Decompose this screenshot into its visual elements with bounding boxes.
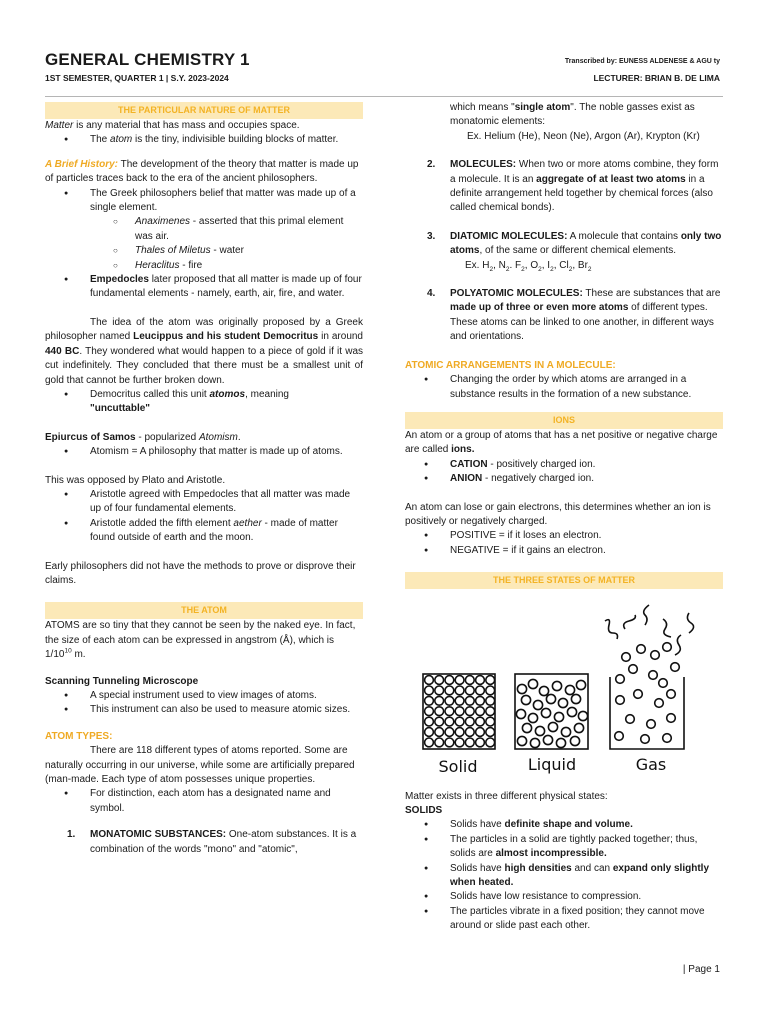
liquid-particle [576,681,585,690]
atoms-tiny: ATOMS are so tiny that they cannot be seen by the naked eye. In fact, the size of each atom can be expressed in angstrom (Å), which is $1/10^{10}$ m. [45,620,356,661]
solid-particle [465,728,474,737]
list-item: ● This instrument can also be used to measure atomic sizes. [45,703,363,717]
list-item: ● Changing the order by which atoms are arranged in a substance results in the formation of a new substance. [405,373,723,402]
gas-motion-line [644,605,649,625]
gas-particle [659,679,668,688]
liquid-particle [539,687,548,696]
document-subtitle: 1ST SEMESTER, QUARTER 1 | S.Y. 2023-2024 [45,73,229,83]
transcribed-by: Transcribed by: EUNESS ALDENESE & AGU ty [564,58,720,65]
states-of-matter-illustration [405,599,723,774]
solid-particle [486,728,495,737]
solid-particle [435,676,444,685]
list-item: ○ Anaximenes - asserted that this primal element was air. [45,215,363,244]
solid-particle [476,738,485,747]
solid-particle [465,676,474,685]
header-divider [45,96,723,97]
solid-particle [435,717,444,726]
gas-particle [651,651,660,660]
solid-particle [455,707,464,716]
liquid-particle [516,710,525,719]
gas-particle [655,699,664,708]
ion-types-list [405,458,723,487]
greek-list [45,187,363,216]
list-item: 1. MONATOMIC SUBSTANCES: One-atom substances. It is a combination of the words "mono" and "atomic", [67,829,357,855]
gas-container [610,677,684,749]
liquid-box [515,674,588,749]
arrangements-title: ATOMIC ARRANGEMENTS IN A MOLECULE: [405,359,616,371]
molecules-list [405,158,723,216]
solid-particle [476,728,485,737]
solid-particle [425,717,434,726]
democritus-list [45,388,363,417]
solids-list [405,818,723,933]
list-item: 4. POLYATOMIC MOLECULES: These are substances that are made up of three or even more atoms of different types. These atoms can be linked to one another, in different ways and orientations. [427,288,721,343]
solid-particle [425,738,434,747]
liquid-particle [521,696,530,705]
solid-particle [425,728,434,737]
list-item: 3. DIATOMIC MOLECULES: A molecule that contains only two atoms, of the same or different chemical elements. [427,230,722,257]
liquid-particle [561,728,570,737]
solid-particle [445,728,454,737]
gas-particle [629,665,638,674]
gas-motion-line [675,635,681,655]
atom-types-title: ATOM TYPES: [45,730,113,742]
empedocles-list [45,273,363,302]
list-item: ● ANION - negatively charged ion. [405,472,723,486]
liquid-particle [578,712,587,721]
solid-particle [476,697,485,706]
list-item: ● NEGATIVE = if it gains an electron. [405,544,723,558]
gas-motion-line [624,615,636,629]
solid-particle [465,707,474,716]
solid-particle [445,676,454,685]
liquid-particle [546,695,555,704]
list-item: ● Solids have definite shape and volume. [405,818,723,832]
gas-particle [663,734,672,743]
left-column [45,100,363,857]
liquid-particle [528,714,537,723]
solids-title: SOLIDS [405,804,443,816]
figure-label-liquid: Liquid [527,755,577,775]
list-item: ○ Thales of Miletus - water [45,244,363,258]
noble-gas-examples: Ex. Helium (He), Neon (Ne), Argon (Ar), Krypton (Kr) [467,130,700,142]
solid-particle [476,707,485,716]
liquid-particle [533,701,542,710]
solid-particle [425,697,434,706]
distinction-list [45,787,363,816]
gas-particle [671,663,680,672]
solid-particle [425,707,434,716]
solid-particle [455,697,464,706]
document-title: GENERAL CHEMISTRY 1 [45,50,250,69]
list-item: ● Empedocles later proposed that all matter is made up of four fundamental elements - namely, earth, air, fire, and water. [45,273,363,302]
gas-particle [615,732,624,741]
figure-label-gas: Gas [635,755,667,775]
solid-particle [465,697,474,706]
solid-particle [486,697,495,706]
liquid-particle [570,737,579,746]
section-band-atom: THE ATOM [45,602,363,619]
liquid-particle [517,737,526,746]
gas-particle [622,653,631,662]
atom-definition: ● The atom is the tiny, indivisible building blocks of matter. [45,133,363,147]
liquid-particle [528,680,537,689]
solid-particle [476,686,485,695]
aristotle-list [45,488,363,546]
liquid-particle [558,699,567,708]
solid-particle [435,686,444,695]
epicurus: Epiurcus of Samos - popularized Atomism. [45,431,241,443]
list-item: ● CATION - positively charged ion. [405,458,723,472]
gas-particle [667,714,676,723]
liquid-particle [543,736,552,745]
gas-particle [647,720,656,729]
liquid-particle [535,727,544,736]
solid-particle [465,738,474,747]
liquid-particle [548,723,557,732]
page-number: | Page 1 [682,964,720,975]
stm-list [45,689,363,718]
list-item: ● Solids have high densities and can expand only slightly when heated. [405,862,723,891]
list-item: ● The particles in a solid are tightly packed together; thus, solids are almost incompressible. [405,833,723,862]
liquid-particle [522,724,531,733]
list-item: ● The Greek philosophers belief that matter was made up of a single element. [45,187,363,216]
atom-types-text: There are 118 different types of atoms reported. Some are naturally occurring in our universe, while some are artificially prepared (man-made. Each type of atom possesses unique properties. [45,745,355,786]
solid-particle [445,707,454,716]
solid-particle [445,717,454,726]
polyatomic-list [405,287,723,345]
solid-particle [435,707,444,716]
liquid-particle [554,713,563,722]
charge-list [405,529,723,558]
liquid-particle [556,739,565,748]
solid-particle [486,738,495,747]
solid-particle [445,686,454,695]
gas-particle [649,671,658,680]
solid-particle [425,676,434,685]
idea-of-atom: The idea of the atom was originally proposed by a Greek philosopher named Leucippus and his student Democritus in around 440 BC. They wondered what would happen to a piece of gold if it was cut indefinitely. They concluded that there must be a smallest unit of gold that cannot be further broken down. [45,316,364,386]
gas-particle [616,675,625,684]
list-item: 2. MOLECULES: When two or more atoms combine, they form a molecule. It is an aggregate of at least two atoms in a definite arrangement held together by chemical forces (also called chemical bonds). [427,159,719,214]
list-item: ○ Heraclitus - fire [45,259,363,273]
early-philosophers: Early philosophers did not have the methods to prove or disprove their claims. [45,560,356,586]
figure-label-solid: Solid [438,757,478,775]
list-item: ● For distinction, each atom has a designated name and symbol. [45,787,363,816]
gas-motion-line [605,620,618,639]
list-item: ● A special instrument used to view images of atoms. [45,689,363,703]
brief-history: A Brief History: The development of the theory that matter is made up of particles traces back to the era of the ancient philosophers. [45,158,359,185]
atomism-list [45,445,363,459]
list-item: ● Atomism = A philosophy that matter is made up of atoms. [45,445,363,459]
solid-particle [435,697,444,706]
solid-particle [425,686,434,695]
liquid-particle [567,708,576,717]
solid-particle [435,738,444,747]
liquid-particle [530,739,539,748]
solid-particle [435,728,444,737]
liquid-particle [565,686,574,695]
gas-particle [626,715,635,724]
list-item: ● POSITIVE = if it loses an electron. [405,529,723,543]
stm-title: Scanning Tunneling Microscope [45,675,199,687]
solid-particle [465,686,474,695]
section-band-matter: THE PARTICULAR NATURE OF MATTER [45,102,363,119]
right-column [405,101,723,934]
solid-particle [486,717,495,726]
gas-particle [641,735,650,744]
opposed-text: This was opposed by Plato and Aristotle. [45,474,226,486]
gas-particle [637,645,646,654]
solid-particle [455,738,464,747]
gas-particle [667,690,676,699]
liquid-particle [552,682,561,691]
diatomic-list [405,230,723,259]
list-item: ● Solids have low resistance to compression. [405,890,723,904]
arrangements-list [405,373,723,402]
section-band-ions: IONS [405,412,723,429]
primal-elements-list [45,215,363,273]
solid-particle [455,686,464,695]
gas-box [605,605,694,749]
solid-particle [445,738,454,747]
gas-motion-line [663,619,671,637]
solid-particle [486,676,495,685]
list-item: ● Aristotle added the fifth element aether - made of matter found outside of earth and the moon. [45,517,363,546]
single-atom-text: which means "single atom". The noble gasses exist as monatomic elements: [450,102,695,128]
solid-particle [486,686,495,695]
list-item: ● Aristotle agreed with Empedocles that all matter was made up of four fundamental elements. [45,488,363,517]
liquid-particle [571,695,580,704]
solid-particle [445,697,454,706]
ions-definition: An atom or a group of atoms that has a net positive or negative charge are called ions. [405,429,718,456]
lose-gain-text: An atom can lose or gain electrons, this determines whether an ion is positively or negatively charged. [405,501,711,527]
list-item: ● The particles vibrate in a fixed position; they cannot move around or slide past each other. [405,905,723,934]
liquid-particle [517,685,526,694]
gas-particle [634,690,643,699]
solid-particle [455,676,464,685]
matter-definition: Matter is any material that has mass and occupies space. [45,120,300,131]
liquid-particle [541,709,550,718]
solid-particle [476,717,485,726]
liquid-particle [574,724,583,733]
solid-particle [455,728,464,737]
solid-particle [476,676,485,685]
atom-definition-list [45,133,363,147]
section-band-states: THE THREE STATES OF MATTER [405,572,723,589]
lecturer: LECTURER: BRIAN B. DE LIMA [593,73,720,83]
solid-box [423,674,495,749]
gas-particle [663,643,672,652]
gas-particle [616,696,625,705]
solid-particle [465,717,474,726]
solid-particle [486,707,495,716]
gas-motion-line [687,613,693,633]
list-item: ● Democritus called this unit atomos, meaning "uncuttable" [45,388,363,417]
diatomic-examples: Ex. $H_2$, $N_2$. $F_2$, $O_2$, $I_2$, $Cl_2$, $Br_2$ [465,259,592,273]
monatomic-list [45,828,363,857]
solid-particle [455,717,464,726]
matter-states-text: Matter exists in three different physical states: [405,790,608,802]
